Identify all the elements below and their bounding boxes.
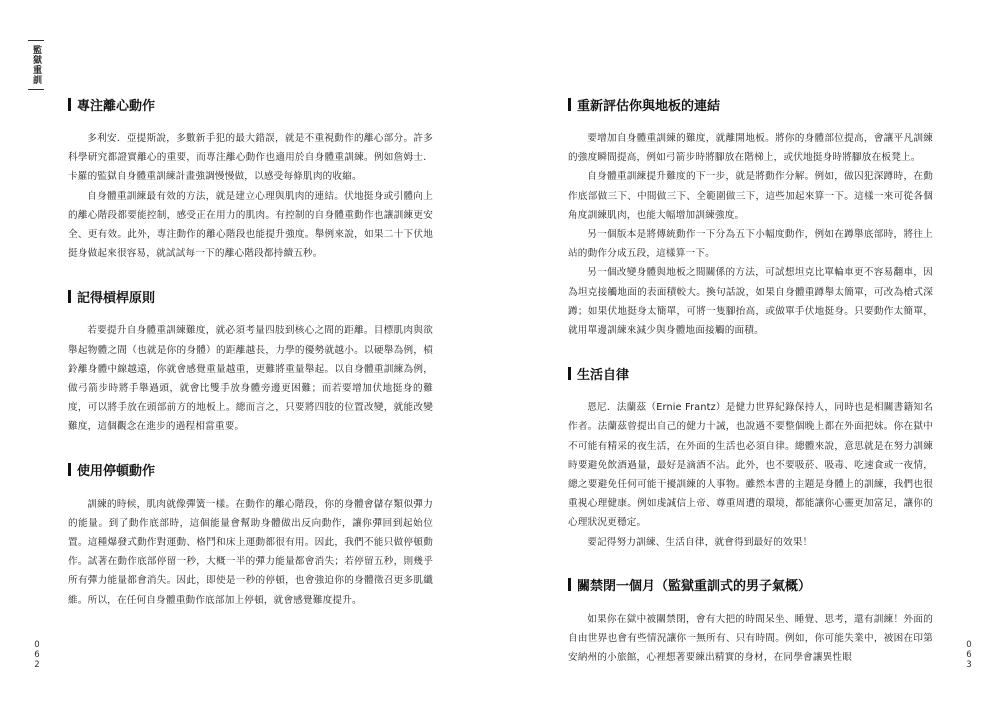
heading-bar: [568, 98, 571, 111]
section-heading: [568, 576, 933, 594]
section-title: 使用停頓動作: [77, 464, 156, 480]
section-title: 重新評估你與地板的連結: [577, 98, 721, 114]
page-number-left: [32, 640, 42, 670]
page-number-right: [964, 640, 974, 670]
page-number-digit: 3: [966, 660, 972, 670]
section-heading: [68, 95, 433, 113]
paragraph: 要增加自身體重訓練的難度，就離開地板。將你的身體部位提高，會讓平凡訓練的強度瞬間提高，例如弓箭步時將腳放在階梯上，或伏地挺身時將腳放在板凳上。: [568, 133, 933, 164]
paragraph: 訓練的時候，肌肉就像彈簧一樣。在動作的離心階段，你的身體會儲存類似彈力的能量。到了動作底部時，這個能量會幫助身體做出反向動作，讓你彈回到起始位置。這種爆發式動作對運動、格鬥和床上運動都很有用。因此，我們不能只做停頓動作。試著在動作底部停留一秒，大概一半的彈力能量都會消失；若停留五秒，則幾乎所有彈力能量都會消失。因此，即使是一秒的停頓，也會強迫你的身體徵召更多肌纖維。所以，在任何自身體重動作底部加上停頓，就會感覺難度提升。: [68, 498, 433, 606]
section: [568, 364, 933, 552]
section-heading: [568, 95, 933, 113]
section-heading: [68, 287, 433, 305]
page-number-digit: 6: [966, 650, 972, 660]
section-title: 記得槓桿原則: [77, 290, 156, 306]
section-title: 專注離心動作: [77, 98, 156, 114]
heading-bar: [568, 367, 571, 380]
section-title: 關禁閉一個月（監獄重訓式的男子氣概）: [577, 579, 812, 595]
paragraph: 要記得努力訓練、生活自律，就會得到最好的效果！: [587, 536, 813, 548]
page-number-digit: 0: [34, 640, 40, 650]
paragraph: 如果你在獄中被關禁閉，會有大把的時間呆坐、睡覺、思考，還有訓練！外面的自由世界也會有些情況讓你一無所有、只有時間。例如，你可能失業中，被困在印第安納州的小旅館，心裡想著要練出精實的身材，在同學會讓異性眼: [568, 613, 933, 664]
section-body: [568, 398, 933, 552]
header-rule: [28, 89, 44, 90]
section-body: [68, 495, 433, 610]
paragraph: 自身體重訓練最有效的方法，就是建立心理與肌肉的連結。伏地挺身或引體向上的離心階段都要能控制，感受正在用力的肌肉。有控制的自身體重動作也讓訓練更安全、更有效。此外，專注動作的離心階段也能提升強度。舉例來說，如果二十下伏地挺身做起來很容易，就試試每一下的離心階段都持續五秒。: [68, 190, 433, 260]
section-body: [68, 129, 433, 263]
page-number-digit: 6: [34, 650, 40, 660]
section: [568, 576, 933, 668]
page-number-digit: 2: [34, 660, 40, 670]
heading-bar: [68, 290, 71, 303]
running-header: [28, 38, 44, 92]
book-title: 監獄重訓: [31, 45, 41, 85]
header-rule: [28, 40, 44, 41]
paragraph: 另一個版本是將傳統動作一下分為五下小幅度動作，例如在蹲舉底部時，將往上站的動作分成五段，這樣算一下。: [568, 229, 933, 260]
section: [68, 461, 433, 610]
section-body: [568, 610, 933, 668]
heading-bar: [68, 98, 71, 111]
paragraph: 自身體重訓練提升難度的下一步，就是將動作分解。例如，做囚犯深蹲時，在動作底部做三下、中間做三下、全範圍做三下，這些加起來算一下。這樣一來可從各個角度訓練肌肉，也能大幅增加訓練強度。: [568, 171, 933, 221]
left-page: [68, 95, 433, 610]
section-title: 生活自律: [577, 367, 630, 383]
paragraph: 另一個改變身體與地板之間關係的方法，可試想坦克比單輪車更不容易翻車，因為坦克接觸地面的表面積較大。換句話說，如果自身體重蹲舉太簡單，可改為槍式深蹲；如果伏地挺身太簡單，可將一隻腳抬高，或做單手伏地挺身。只要動作太簡單，就用單邊訓練來減少與身體地面接觸的面積。: [568, 267, 933, 337]
paragraph: 若要提升自身體重訓練難度，就必須考量四肢到核心之間的距離。目標肌肉與欲舉起物體之間（也就是你的身體）的距離越長，力學的優勢就越小。以硬舉為例，槓鈴離身體中線越遠，你就會感覺重量越重，更難將重量舉起。以自身體重訓練為例，做弓箭步時將手舉過頭，就會比雙手放身體旁邊更困難；而若要增加伏地挺身的難度，可以將手放在頭部前方的地板上。總而言之，只要將四肢的位置改變，就能改變難度，這個觀念在進步的過程相當重要。: [68, 325, 433, 433]
paragraph: 多利安．亞提斯說，多數新手犯的最大錯誤，就是不重視動作的離心部分。許多科學研究都證實離心的重要，而專注離心動作也適用於自身體重訓練。例如詹姆士．卡羅的監獄自身體重訓練計畫強調慢慢做，以感受每條肌肉的收縮。: [68, 133, 433, 183]
paragraph: 恩尼．法蘭茲（Ernie Frantz）是健力世界紀錄保持人，同時也是相關書籍知名作者。法蘭茲曾提出自己的健力十誡，也說過不要整個晚上都在外面把妹。你在獄中不可能有精采的夜生活，在外面的生活也必須自律。總體來說，意思就是在努力訓練時要避免飲酒過量，最好是滴酒不沾。此外，也不要吸菸、吸毒、吃速食或一夜情，總之要避免任何可能干擾訓練的人事物。雖然本書的主題是身體上的訓練，我們也很重視心理健康。例如虔誠信上帝、尊重周遭的環境，都能讓你心靈更加富足，讓你的心理狀況更穩定。: [568, 402, 933, 529]
section-body: [68, 321, 433, 436]
heading-bar: [68, 463, 71, 476]
heading-bar: [568, 578, 571, 591]
section-heading: [68, 461, 433, 479]
page-number-digit: 0: [966, 640, 972, 650]
section: [568, 95, 933, 340]
right-page: [568, 95, 933, 667]
section-heading: [568, 364, 933, 382]
section: [68, 95, 433, 263]
section: [68, 287, 433, 436]
section-body: [568, 129, 933, 340]
